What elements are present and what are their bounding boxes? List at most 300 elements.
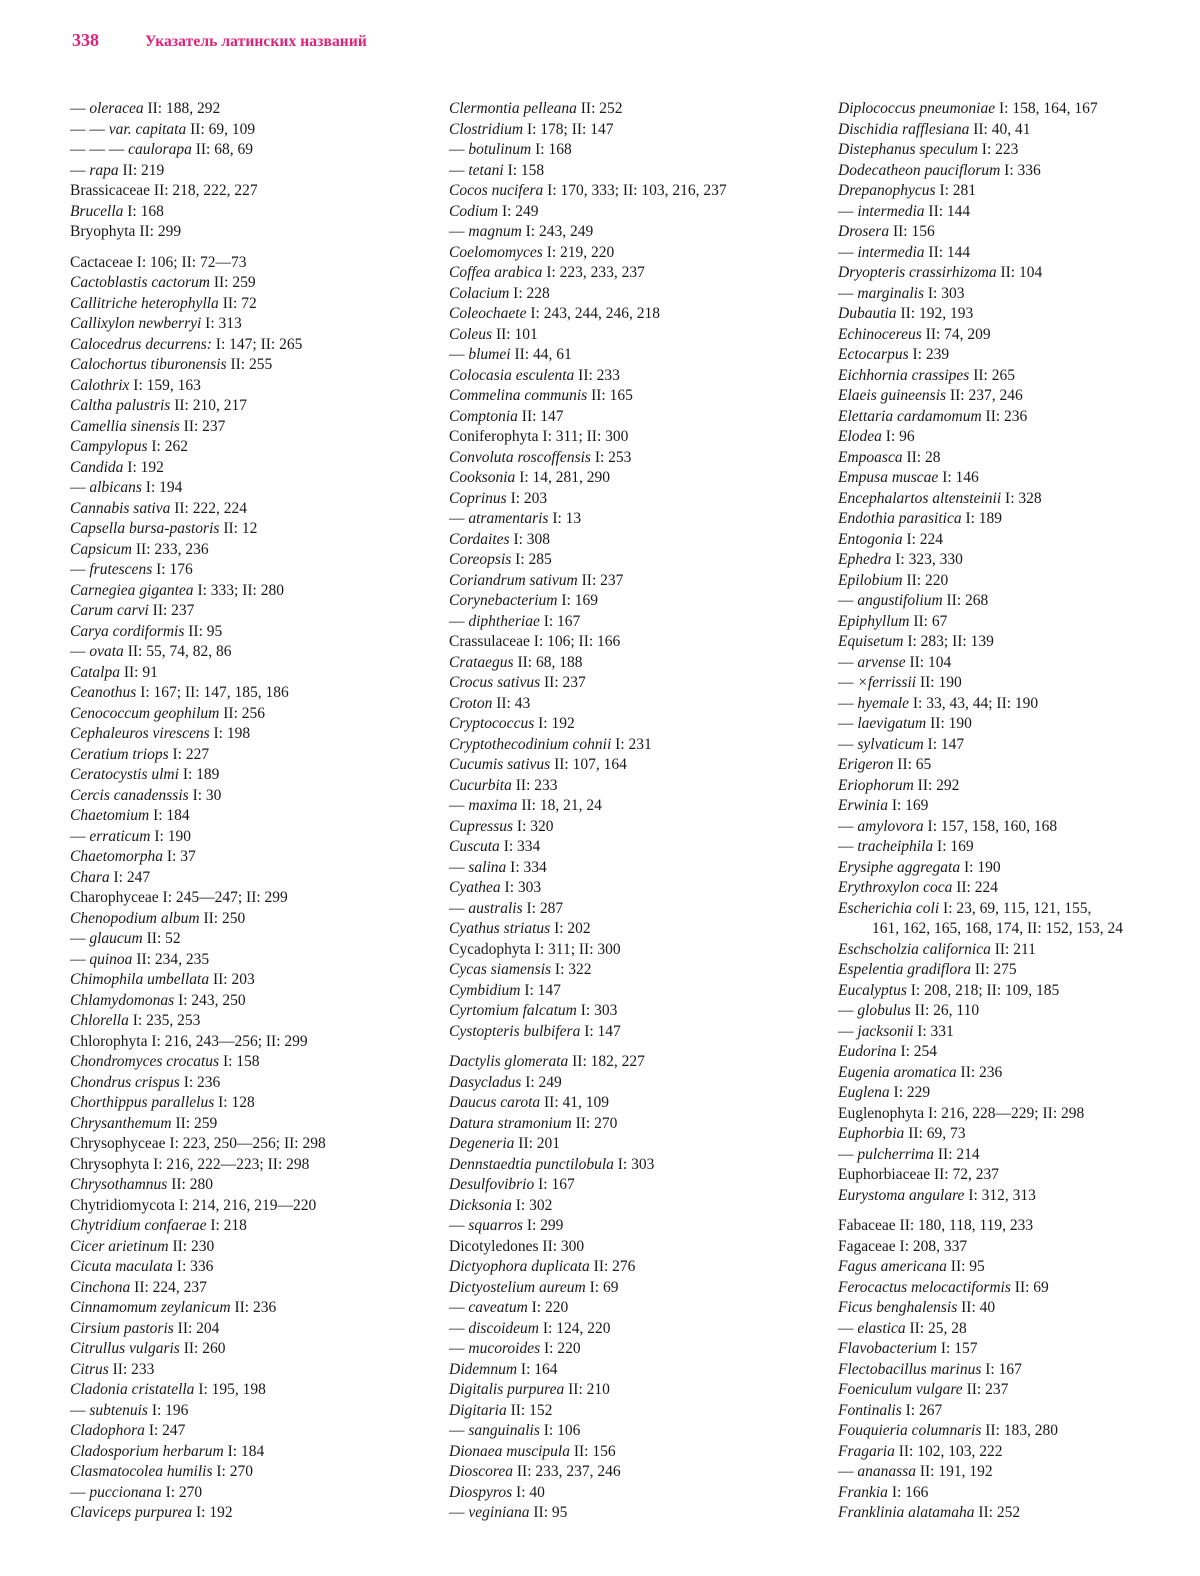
entry-latin-name: glaucum xyxy=(89,930,143,947)
entry-page-refs: I: 176 xyxy=(152,561,193,578)
entry-page-refs: I: 147; II: 265 xyxy=(211,335,303,353)
index-entry xyxy=(838,1339,1200,1360)
entry-latin-name: Cystopteris bulbifera xyxy=(449,1022,581,1040)
index-entry xyxy=(70,1401,430,1422)
entry-latin-name: Escherichia coli xyxy=(838,899,940,917)
entry-page-refs: I: 106; II: 166 xyxy=(529,633,621,650)
index-entry xyxy=(70,560,430,581)
entry-page-refs: I: 220 xyxy=(527,1299,569,1316)
index-entry xyxy=(70,355,430,376)
entry-page-refs: II: 259 xyxy=(171,1114,218,1132)
entry-page-refs: I: 262 xyxy=(147,438,188,455)
entry-page-refs: I: 283; II: 139 xyxy=(903,633,994,650)
index-entry xyxy=(449,1278,809,1299)
entry-latin-name: Camellia sinensis xyxy=(70,417,180,435)
index-entry xyxy=(838,1022,1200,1043)
index-entry xyxy=(449,694,809,715)
entry-page-refs: II: 40 xyxy=(957,1299,996,1316)
index-entry xyxy=(838,694,1200,715)
index-entry xyxy=(838,1001,1200,1022)
entry-page-refs: II: 55, 74, 82, 86 xyxy=(123,643,232,660)
index-entry xyxy=(70,1155,430,1176)
entry-latin-name: Chrysanthemum xyxy=(70,1114,172,1132)
page-number: 338 xyxy=(72,30,99,50)
entry-latin-name: intermedia xyxy=(857,243,925,261)
entry-latin-name: Elettaria cardamomum xyxy=(838,407,982,425)
index-entry xyxy=(70,140,430,161)
index-entry xyxy=(449,1022,809,1043)
entry-page-refs: I: 235, 253 xyxy=(128,1012,201,1029)
entry-page-refs: II: 210 xyxy=(564,1381,610,1398)
entry-page-refs: II: 260 xyxy=(179,1340,226,1357)
index-entry xyxy=(449,345,809,366)
entry-page-refs: II: 69, 109 xyxy=(186,120,256,138)
entry-page-refs: I: 190 xyxy=(960,858,1001,876)
entry-latin-name: Carya cordiformis xyxy=(70,622,185,640)
entry-page-refs: II: 237 xyxy=(148,602,195,619)
entry-dash: — xyxy=(70,1483,90,1501)
index-entry xyxy=(449,1319,809,1340)
index-entry xyxy=(70,478,430,499)
entry-taxon: Cactaceae xyxy=(70,253,133,271)
entry-latin-name: blumei xyxy=(468,346,511,363)
entry-page-refs: II: 237 xyxy=(179,417,226,435)
index-entry xyxy=(449,468,809,489)
index-entry xyxy=(70,642,430,663)
entry-taxon: Chytridiomycota xyxy=(70,1196,176,1214)
index-entry xyxy=(70,745,430,766)
entry-latin-name: Cordaites xyxy=(449,530,510,548)
entry-latin-name: globulus xyxy=(857,1002,911,1019)
index-entry xyxy=(449,120,809,141)
entry-page-refs: I: 323, 330 xyxy=(891,551,963,568)
entry-page-refs: II: 152 xyxy=(506,1401,553,1419)
entry-taxon: Crassulaceae xyxy=(449,633,530,650)
entry-page-refs: II: 190 xyxy=(926,715,972,732)
index-entry xyxy=(449,1175,809,1196)
index-entry xyxy=(449,202,809,223)
index-entry xyxy=(449,571,809,592)
index-entry xyxy=(70,909,430,930)
entry-page-refs: II: 68, 188 xyxy=(513,653,583,671)
index-entry xyxy=(838,1237,1200,1258)
entry-latin-name: Drepanophycus xyxy=(838,182,936,199)
entry-latin-name: Convoluta roscoffensis xyxy=(449,448,591,466)
entry-latin-name: veginiana xyxy=(468,1504,530,1521)
entry-page-refs: II: 26, 110 xyxy=(910,1002,980,1019)
entry-page-refs: II: 156 xyxy=(889,223,935,240)
entry-page-refs: I: 245—247; II: 299 xyxy=(158,889,288,906)
entry-dash: — xyxy=(449,510,469,527)
index-entry xyxy=(449,489,809,510)
entry-latin-name: Calocedrus decurrens: xyxy=(70,335,212,353)
entry-latin-name: Carnegiea gigantea xyxy=(70,581,194,599)
index-entry xyxy=(449,1401,809,1422)
index-entry xyxy=(838,1186,1200,1207)
entry-latin-name: Callitriche heterophylla xyxy=(70,294,219,312)
index-entry xyxy=(838,1278,1200,1299)
index-entry xyxy=(449,1093,809,1114)
entry-latin-name: frutescens xyxy=(89,561,153,578)
entry-page-refs: I: 40 xyxy=(512,1483,545,1501)
entry-latin-name: oleracea xyxy=(89,100,144,117)
entry-taxon: Bryophyta xyxy=(70,223,136,240)
entry-latin-name: Cyathus striatus xyxy=(449,920,551,937)
entry-dash: — xyxy=(838,653,858,671)
entry-page-refs: I: 267 xyxy=(901,1401,943,1419)
entry-page-refs: II: 268 xyxy=(942,592,989,609)
entry-latin-name: salina xyxy=(468,858,507,876)
entry-page-refs: II: 95 xyxy=(184,622,223,640)
index-entry xyxy=(838,1042,1200,1063)
index-entry xyxy=(70,314,430,335)
index-entry xyxy=(838,1145,1200,1166)
index-entry xyxy=(70,1503,430,1524)
entry-page-refs: II: 104 xyxy=(905,653,952,671)
entry-page-refs: I: 231 xyxy=(611,735,652,753)
entry-page-refs: I: 216, 228—229; II: 298 xyxy=(924,1104,1085,1122)
entry-latin-name: Ficus benghalensis xyxy=(838,1299,958,1316)
entry-page-refs: I: 190 xyxy=(150,827,191,845)
index-entry xyxy=(449,1052,809,1073)
index-entry xyxy=(70,1380,430,1401)
entry-page-refs: II: 237 xyxy=(962,1381,1009,1398)
entry-latin-name: Coelomomyces xyxy=(449,243,543,261)
entry-page-refs: I: 170, 333; II: 103, 216, 237 xyxy=(543,182,727,199)
entry-dash: — xyxy=(70,561,90,578)
entry-page-refs: II: 275 xyxy=(971,961,1017,978)
entry-page-refs: I: 285 xyxy=(511,551,552,568)
entry-page-refs: II: 233, 237, 246 xyxy=(513,1463,621,1480)
entry-latin-name: Coleus xyxy=(449,325,493,343)
entry-latin-name: Chara xyxy=(70,868,110,886)
entry-page-refs: II: 210, 217 xyxy=(170,397,247,414)
entry-page-refs: I: 202 xyxy=(550,920,591,937)
entry-latin-name: sanguinalis xyxy=(468,1422,540,1439)
entry-page-refs: I: 249 xyxy=(498,202,539,220)
index-entry xyxy=(70,1298,430,1319)
entry-page-refs: II: 236 xyxy=(230,1299,277,1316)
entry-taxon: Charophyceae xyxy=(70,889,159,906)
entry-page-refs: I: 253 xyxy=(590,448,632,466)
entry-page-refs: II: 91 xyxy=(119,663,158,681)
index-entry xyxy=(449,632,809,653)
index-entry xyxy=(449,386,809,407)
entry-page-refs: I: 311; II: 300 xyxy=(538,428,629,445)
entry-latin-name: discoideum xyxy=(468,1319,539,1337)
entry-latin-name: Clermontia pelleana xyxy=(449,100,577,117)
index-entry xyxy=(838,632,1200,653)
entry-page-refs: I: 336 xyxy=(1000,161,1041,179)
entry-page-refs: I: 311; II: 300 xyxy=(530,940,621,958)
entry-latin-name: Dactylis glomerata xyxy=(449,1053,569,1070)
index-entry xyxy=(838,99,1200,120)
index-entry xyxy=(449,407,809,428)
index-entry xyxy=(70,1134,430,1155)
entry-latin-name: ovata xyxy=(89,643,124,660)
index-entry xyxy=(449,776,809,797)
index-entry xyxy=(838,1380,1200,1401)
entry-latin-name: Cirsium pastoris xyxy=(70,1319,174,1337)
index-entry xyxy=(70,1257,430,1278)
entry-latin-name: Caltha palustris xyxy=(70,397,171,414)
entry-page-refs: I: 328 xyxy=(1001,489,1042,507)
entry-page-refs: II: 270 xyxy=(571,1114,618,1132)
entry-page-refs: I: 214, 216, 219—220 xyxy=(175,1196,317,1214)
index-column-1 xyxy=(70,99,430,1524)
index-entry xyxy=(838,1124,1200,1145)
entry-taxon: Euglenophyta xyxy=(838,1104,925,1122)
entry-taxon: Dicotyledones xyxy=(449,1237,539,1255)
entry-page-refs: I: 254 xyxy=(896,1043,938,1060)
entry-latin-name: elastica xyxy=(857,1319,906,1337)
entry-page-refs: II: 237 xyxy=(577,571,624,589)
entry-latin-name: Drosera xyxy=(838,223,890,240)
index-entry xyxy=(838,776,1200,797)
entry-latin-name: Chaetomorpha xyxy=(70,848,163,865)
entry-page-refs: I: 30 xyxy=(188,786,222,804)
index-entry xyxy=(70,950,430,971)
page-header xyxy=(72,30,367,51)
entry-page-refs: I: 312, 313 xyxy=(964,1186,1036,1204)
entry-latin-name: Dictyophora duplicata xyxy=(449,1258,590,1275)
entry-latin-name: Cooksonia xyxy=(449,469,516,486)
index-entry xyxy=(70,847,430,868)
index-entry xyxy=(70,273,430,294)
entry-latin-name: Cicer arietinum xyxy=(70,1237,169,1255)
entry-latin-name: Degeneria xyxy=(449,1135,515,1152)
entry-latin-name: Colocasia esculenta xyxy=(449,366,575,384)
entry-latin-name: Daucus carota xyxy=(449,1094,541,1111)
entry-latin-name: Dasycladus xyxy=(449,1073,522,1091)
index-entry xyxy=(70,335,430,356)
entry-page-refs: II: 299 xyxy=(135,223,182,240)
entry-latin-name: Cymbidium xyxy=(449,981,521,999)
entry-page-refs: II: 95 xyxy=(946,1258,985,1275)
entry-page-refs: I: 218 xyxy=(206,1217,247,1234)
entry-page-refs: II: 69, 73 xyxy=(904,1125,966,1142)
index-entry xyxy=(449,161,809,182)
entry-latin-name: Chondrus crispus xyxy=(70,1073,180,1091)
entry-page-refs: I: 184 xyxy=(223,1442,265,1460)
entry-latin-name: Cucurbita xyxy=(449,776,512,794)
entry-page-refs: I: 13 xyxy=(548,510,582,527)
entry-dash: — xyxy=(70,1401,90,1419)
index-entry xyxy=(838,243,1200,264)
index-entry xyxy=(838,1442,1200,1463)
entry-page-refs: I: 336 xyxy=(172,1258,214,1275)
index-entry xyxy=(838,468,1200,489)
index-entry xyxy=(838,981,1200,1002)
entry-page-refs: II: 188, 292 xyxy=(143,100,221,117)
entry-latin-name: Diospyros xyxy=(449,1483,513,1501)
index-entry xyxy=(70,970,430,991)
index-entry xyxy=(70,1278,430,1299)
index-entry xyxy=(449,263,809,284)
entry-latin-name: Elodea xyxy=(838,428,882,445)
index-entry xyxy=(449,1073,809,1094)
index-entry xyxy=(70,376,430,397)
entry-page-refs: II: 40, 41 xyxy=(969,120,1031,138)
entry-page-refs: II: 230 xyxy=(168,1237,215,1255)
entry-latin-name: Dionaea muscipula xyxy=(449,1442,570,1460)
entry-page-refs: II: 237, 246 xyxy=(946,387,1023,404)
entry-page-refs: II: 67 xyxy=(909,612,948,630)
entry-latin-name: Chytridium confaerae xyxy=(70,1217,207,1234)
index-entry xyxy=(449,427,809,448)
entry-dash: — xyxy=(449,1422,469,1439)
index-entry xyxy=(449,1442,809,1463)
entry-taxon: Fabaceae xyxy=(838,1217,896,1234)
entry-page-refs: I: 196 xyxy=(147,1401,189,1419)
entry-dash: — xyxy=(838,1002,858,1019)
entry-latin-name: Empoasca xyxy=(838,448,903,466)
entry-latin-name: Digitaria xyxy=(449,1401,507,1419)
entry-latin-name: Corynebacterium xyxy=(449,592,558,609)
entry-latin-name: mucoroides xyxy=(468,1340,541,1357)
entry-latin-name: Citrus xyxy=(70,1360,109,1378)
entry-page-refs: I: 169 xyxy=(557,592,598,609)
entry-latin-name: Epiphyllum xyxy=(838,612,910,630)
index-entry xyxy=(838,919,1200,940)
index-column-2 xyxy=(449,99,809,1524)
entry-page-refs: I: 147 xyxy=(580,1022,621,1040)
entry-latin-name: rapa xyxy=(89,161,119,179)
index-entry xyxy=(449,940,809,961)
entry-page-refs: II: 72, 237 xyxy=(930,1166,999,1183)
entry-latin-name: Foeniculum vulgare xyxy=(838,1381,963,1398)
index-entry xyxy=(838,1319,1200,1340)
index-entry xyxy=(70,704,430,725)
entry-page-refs: II: 250 xyxy=(199,909,246,927)
entry-latin-name: Chenopodium album xyxy=(70,909,200,927)
entry-page-refs: I: 228 xyxy=(509,284,550,302)
index-entry xyxy=(449,673,809,694)
entry-page-refs: I: 219, 220 xyxy=(542,243,615,261)
entry-dash: — xyxy=(70,827,90,845)
entry-latin-name: Cycas siamensis xyxy=(449,961,552,978)
entry-latin-name: Codium xyxy=(449,202,499,220)
index-entry xyxy=(70,683,430,704)
index-entry xyxy=(70,1462,430,1483)
entry-page-refs: II: 218, 222, 227 xyxy=(150,182,258,199)
index-column-3 xyxy=(838,99,1200,1524)
index-entry xyxy=(838,755,1200,776)
entry-latin-name: Cannabis sativa xyxy=(70,499,171,517)
entry-page-refs: I: 158 xyxy=(503,161,545,179)
entry-page-refs: II: 28 xyxy=(902,448,941,466)
entry-latin-name: squarros xyxy=(468,1217,523,1234)
entry-latin-name: Flectobacillus marinus xyxy=(838,1360,982,1378)
entry-dash: — xyxy=(449,797,469,814)
index-entry xyxy=(70,437,430,458)
entry-latin-name: caulorapa xyxy=(128,141,192,158)
entry-dash: — xyxy=(449,1217,469,1234)
index-entry xyxy=(838,509,1200,530)
index-entry xyxy=(838,1483,1200,1504)
entry-latin-name: Erysiphe aggregata xyxy=(838,858,961,876)
entry-page-refs: II: 224 xyxy=(952,879,998,896)
entry-page-refs: I: 194 xyxy=(141,479,183,496)
index-entry xyxy=(838,1503,1200,1524)
entry-latin-name: Capsicum xyxy=(70,540,132,558)
entry-page-refs: II: 144 xyxy=(924,243,971,261)
entry-page-refs: II: 12 xyxy=(219,520,258,537)
entry-page-refs: I: 167 xyxy=(539,612,581,630)
entry-dash: — xyxy=(838,674,858,691)
entry-latin-name: Brucella xyxy=(70,202,124,220)
entry-page-refs: II: 300 xyxy=(538,1237,585,1255)
entry-latin-name: Cephaleuros virescens xyxy=(70,725,210,742)
entry-dash: — — xyxy=(70,120,109,138)
index-entry xyxy=(70,1442,430,1463)
entry-page-refs: I: 169 xyxy=(933,838,974,855)
index-entry xyxy=(838,960,1200,981)
entry-latin-name: Erythroxylon coca xyxy=(838,879,953,896)
entry-latin-name: magnum xyxy=(468,223,522,240)
entry-page-refs: I: 168 xyxy=(123,202,164,220)
entry-page-refs: II: 265 xyxy=(969,366,1015,384)
index-entry xyxy=(70,827,430,848)
entry-page-refs: I: 192 xyxy=(534,715,575,732)
index-entry xyxy=(449,284,809,305)
entry-latin-name: Dubautia xyxy=(838,305,897,322)
index-entry xyxy=(838,940,1200,961)
entry-taxon: Brassicaceae xyxy=(70,182,151,199)
entry-taxon: Cycadophyta xyxy=(449,940,531,958)
entry-latin-name: angustifolium xyxy=(857,592,943,609)
entry-page-refs: II: 233 xyxy=(574,366,620,384)
entry-page-refs: II: 252 xyxy=(974,1504,1021,1521)
index-entry xyxy=(838,1216,1200,1237)
entry-dash: — xyxy=(70,930,90,947)
entry-latin-name: Chorthippus parallelus xyxy=(70,1094,215,1111)
entry-latin-name: Ephedra xyxy=(838,551,892,568)
entry-latin-name: Coleochaete xyxy=(449,305,527,322)
index-entry xyxy=(70,765,430,786)
entry-dash: — xyxy=(449,1319,469,1337)
entry-page-refs: I: 299 xyxy=(522,1217,564,1234)
entry-page-refs: I: 146 xyxy=(938,469,979,486)
entry-latin-name: Franklinia alatamaha xyxy=(838,1504,975,1521)
entry-page-refs: II: 65 xyxy=(893,756,932,773)
index-entry xyxy=(70,294,430,315)
entry-page-refs: I: 23, 69, 115, 121, 155, xyxy=(939,899,1092,917)
entry-latin-name: marginalis xyxy=(857,284,924,302)
index-entry xyxy=(838,673,1200,694)
entry-page-refs: I: 287 xyxy=(522,899,564,917)
entry-latin-name: Eriophorum xyxy=(838,776,914,794)
entry-dash: — xyxy=(449,1299,469,1316)
index-entry xyxy=(70,724,430,745)
entry-page-refs: I: 106 xyxy=(539,1422,581,1439)
index-entry xyxy=(449,878,809,899)
entry-latin-name: Fouquieria columnaris xyxy=(838,1422,982,1439)
index-entry xyxy=(70,888,430,909)
entry-page-refs: I: 167 xyxy=(534,1176,575,1193)
entry-latin-name: caveatum xyxy=(468,1299,528,1316)
entry-latin-name: hyemale xyxy=(857,694,910,712)
index-entry xyxy=(70,1114,430,1135)
index-entry xyxy=(838,181,1200,202)
entry-page-refs: II: 214 xyxy=(934,1145,980,1163)
entry-latin-name: Clasmatocolea humilis xyxy=(70,1463,213,1480)
entry-dash: — xyxy=(449,141,469,158)
entry-page-refs: II: 220 xyxy=(902,571,949,589)
entry-latin-name: Datura stramonium xyxy=(449,1114,572,1132)
entry-page-refs: I: 281 xyxy=(935,182,977,199)
index-entry xyxy=(70,622,430,643)
